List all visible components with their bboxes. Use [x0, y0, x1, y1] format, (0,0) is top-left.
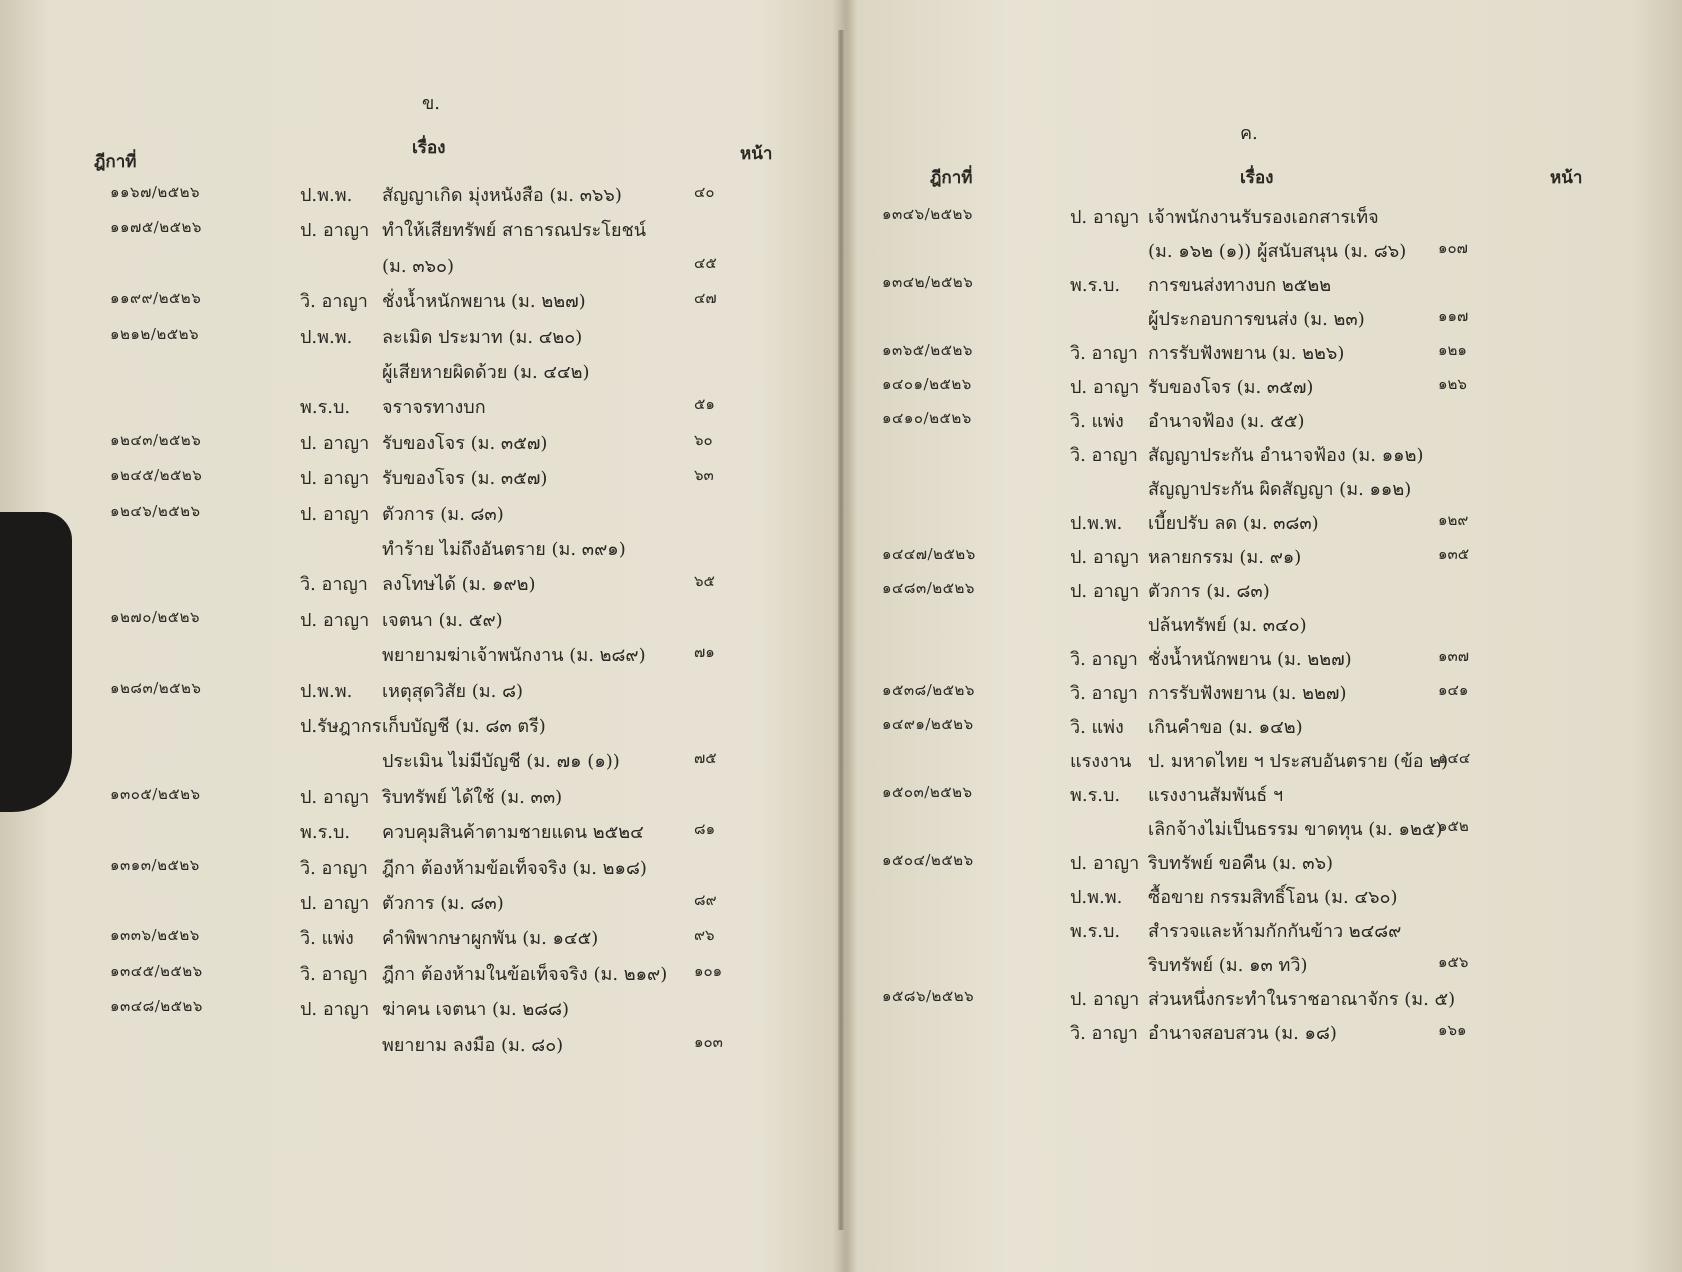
ruling-number: ๑๕๐๓/๒๕๒๖	[882, 783, 973, 801]
ruling-number: ๑๕๓๘/๒๕๒๖	[882, 681, 975, 699]
law-category: วิ. แพ่ง	[300, 928, 354, 950]
index-row	[850, 848, 1650, 880]
law-category: วิ. อาญา	[300, 963, 368, 985]
page-number: ๔๗	[694, 289, 717, 308]
subject-text: ริบทรัพย์ (ม. ๑๓ ทวิ)	[1148, 955, 1308, 976]
index-row	[22, 853, 822, 885]
page-number: ๘๑	[694, 820, 716, 839]
index-row	[22, 392, 822, 424]
ruling-number: ๑๔๑๐/๒๕๒๖	[882, 409, 972, 427]
page-number: ๑๒๖	[1438, 375, 1467, 393]
subject-text: ทำให้เสียทรัพย์ สาธารณประโยชน์	[382, 220, 647, 242]
law-category: ป.พ.พ.	[300, 185, 353, 206]
index-row	[850, 678, 1650, 710]
law-category: ป. อาญา	[300, 609, 370, 631]
law-category: ป. อาญา	[1070, 853, 1140, 874]
subject-text: ฆ่าคน เจตนา (ม. ๒๘๘)	[382, 999, 570, 1021]
index-row	[850, 950, 1650, 982]
ruling-number: ๑๒๗๐/๒๕๒๖	[110, 607, 201, 626]
index-row	[850, 542, 1650, 574]
ruling-number: ๑๒๔๕/๒๕๒๖	[110, 466, 203, 485]
law-category: ป. อาญา	[1070, 377, 1140, 398]
index-row	[850, 406, 1650, 438]
law-category: ป. อาญา	[300, 432, 370, 454]
header-ruling-no: ฎีกาที่	[930, 168, 973, 188]
index-row	[22, 463, 822, 495]
index-row	[22, 676, 822, 708]
index-row	[22, 994, 822, 1026]
index-row	[850, 780, 1650, 812]
book-spine	[838, 30, 844, 1230]
law-category: ป.พ.พ.	[1070, 513, 1123, 534]
index-row	[850, 644, 1650, 676]
subject-text: ละเมิด ประมาท (ม. ๔๒๐)	[382, 326, 583, 348]
page-number: ๘๙	[694, 891, 717, 909]
index-row	[22, 923, 822, 955]
subject-text: ตัวการ (ม. ๘๓)	[1148, 581, 1270, 602]
subject-text: ชั่งน้ำหนักพยาน (ม. ๒๒๗)	[1148, 649, 1352, 670]
index-row	[850, 474, 1650, 506]
subject-text: สัญญาประกัน ผิดสัญญา (ม. ๑๑๒)	[1148, 479, 1412, 500]
ruling-number: ๑๓๑๓/๒๕๒๖	[110, 855, 200, 874]
page-number: ๑๑๗	[1438, 307, 1469, 325]
ruling-number: ๑๔๐๑/๒๕๒๖	[882, 375, 972, 393]
subject-text: เหตุสุดวิสัย (ม. ๘)	[382, 680, 523, 702]
subject-text: สำรวจและห้ามกักกันข้าว ๒๔๘๙	[1148, 921, 1402, 942]
page-number: ๖๐	[694, 430, 713, 449]
law-category: ป. อาญา	[300, 786, 370, 808]
page-number: ๑๕๒	[1438, 817, 1469, 835]
subject-text: การรับฟังพยาน (ม. ๒๒๗)	[1148, 683, 1347, 704]
ruling-number: ๑๑๖๗/๒๕๒๖	[110, 183, 201, 201]
page-number: ๙๖	[694, 926, 715, 945]
law-category: ป. อาญา	[1070, 207, 1140, 228]
index-row	[22, 640, 822, 672]
subject-text: ฎีกา ต้องห้ามในข้อเท็จจริง (ม. ๒๑๙)	[382, 963, 668, 985]
page-number: ๑๖๑	[1438, 1021, 1467, 1039]
ruling-number: ๑๓๔๖/๒๕๒๖	[882, 205, 973, 223]
law-category: แรงงาน	[1070, 751, 1132, 772]
subject-text: พยายาม ลงมือ (ม. ๘๐)	[382, 1034, 564, 1056]
subject-text: หลายกรรม (ม. ๙๑)	[1148, 547, 1302, 568]
subject-text: จราจรทางบก	[382, 397, 486, 419]
ruling-number: ๑๓๔๘/๒๕๒๖	[110, 997, 203, 1016]
index-row	[22, 746, 822, 778]
index-row	[850, 270, 1650, 302]
ruling-number: ๑๔๔๗/๒๕๒๖	[882, 545, 976, 563]
index-row	[22, 888, 822, 920]
law-category: วิ. อาญา	[300, 857, 368, 879]
subject-text: ตัวการ (ม. ๘๓)	[382, 503, 504, 525]
law-category: พ.ร.บ.	[1070, 275, 1121, 296]
subject-text: ฎีกา ต้องห้ามข้อเท็จจริง (ม. ๒๑๘)	[382, 857, 647, 879]
law-category: พ.ร.บ.	[300, 822, 351, 844]
ruling-number: ๑๑๙๙/๒๕๒๖	[110, 289, 202, 308]
right-page	[850, 0, 1665, 1272]
law-category: ป. อาญา	[300, 999, 370, 1021]
index-row	[850, 576, 1650, 608]
subject-text: (ม. ๑๖๒ (๑)) ผู้สนับสนุน (ม. ๘๖)	[1148, 241, 1407, 262]
ruling-number: ๑๓๓๖/๒๕๒๖	[110, 926, 200, 945]
law-category: วิ. แพ่ง	[1070, 717, 1124, 738]
page-number: ๖๕	[694, 572, 715, 591]
ruling-number: ๑๓๖๕/๒๕๒๖	[882, 341, 973, 359]
index-row	[22, 1030, 822, 1062]
subject-text: ผู้เสียหายผิดด้วย (ม. ๔๔๒)	[382, 362, 590, 383]
law-category: วิ. อาญา	[1070, 1023, 1138, 1044]
index-row	[22, 251, 822, 283]
index-row	[22, 534, 822, 566]
law-category: ป. อาญา	[1070, 547, 1140, 568]
header-ruling-no: ฎีกาที่	[94, 152, 137, 172]
law-category: วิ. อาญา	[300, 574, 368, 596]
law-category: ป.พ.พ.	[1070, 887, 1123, 908]
index-row	[850, 338, 1650, 370]
subject-text: เลิกจ้างไม่เป็นธรรม ขาดทุน (ม. ๑๒๕)	[1148, 819, 1443, 840]
header-subject: เรื่อง	[412, 138, 446, 158]
subject-text: ทำร้าย ไม่ถึงอันตราย (ม. ๓๙๑)	[382, 539, 626, 560]
subject-text: ซื้อขาย กรรมสิทธิ์โอน (ม. ๔๖๐)	[1148, 887, 1398, 908]
index-row	[22, 817, 822, 849]
subject-text: เจ้าพนักงานรับรองเอกสารเท็จ	[1148, 207, 1379, 228]
index-row	[850, 814, 1650, 846]
ruling-number: ๑๒๘๓/๒๕๒๖	[110, 678, 202, 697]
ruling-number: ๑๕๘๖/๒๕๒๖	[882, 987, 975, 1005]
law-category: ป. อาญา	[300, 468, 370, 490]
page-number: ๑๔๔	[1438, 749, 1471, 767]
page-letter: ข.	[422, 93, 441, 114]
subject-text: การขนส่งทางบก ๒๕๒๒	[1148, 275, 1332, 296]
index-row	[850, 440, 1650, 472]
index-row	[850, 916, 1650, 948]
subject-text: คำพิพากษาผูกพัน (ม. ๑๔๕)	[382, 928, 599, 950]
index-row	[22, 428, 822, 460]
page-number: ๕๑	[694, 395, 715, 414]
subject-text: การรับฟังพยาน (ม. ๒๒๖)	[1148, 343, 1345, 364]
page-number: ๑๓๗	[1438, 647, 1470, 665]
index-row	[22, 215, 822, 247]
ruling-number: ๑๔๘๓/๒๕๒๖	[882, 579, 975, 597]
ruling-number: ๑๔๙๑/๒๕๒๖	[882, 715, 974, 733]
index-row	[22, 605, 822, 637]
law-category: ป.พ.พ.	[300, 326, 353, 348]
subject-text: ริบทรัพย์ ขอคืน (ม. ๓๖)	[1148, 853, 1334, 874]
page-number: ๑๐๑	[694, 961, 723, 980]
law-category: วิ. อาญา	[300, 291, 368, 313]
page-number: ๗๑	[694, 643, 715, 662]
ruling-number: ๑๒๑๒/๒๕๒๖	[110, 324, 200, 343]
subject-text: ผู้ประกอบการขนส่ง (ม. ๒๓)	[1148, 309, 1365, 330]
index-row	[850, 304, 1650, 336]
subject-text: รับของโจร (ม. ๓๕๗)	[382, 468, 548, 490]
law-category: วิ. อาญา	[1070, 649, 1138, 670]
law-category: ป. อาญา	[300, 220, 370, 242]
index-row	[22, 357, 822, 389]
page-number: ๑๔๑	[1438, 681, 1469, 699]
page-number: ๖๓	[694, 466, 714, 485]
index-row	[850, 1018, 1650, 1050]
index-row	[850, 508, 1650, 540]
subject-text: รับของโจร (ม. ๓๕๗)	[382, 432, 548, 454]
index-row	[850, 882, 1650, 914]
ruling-number: ๑๓๔๕/๒๕๒๖	[110, 961, 203, 980]
page-number: ๑๒๑	[1438, 341, 1467, 359]
law-category: วิ. อาญา	[1070, 683, 1138, 704]
ruling-number: ๑๒๔๖/๒๕๒๖	[110, 501, 201, 520]
header-page: หน้า	[1550, 168, 1583, 188]
law-category: พ.ร.บ.	[300, 397, 351, 419]
page-number: ๔๕	[694, 253, 717, 272]
ruling-number: ๑๕๐๔/๒๕๒๖	[882, 851, 974, 869]
subject-text: ส่วนหนึ่งกระทำในราชอาณาจักร (ม. ๕)	[1148, 989, 1456, 1010]
left-page	[22, 0, 837, 1272]
page-number: ๑๓๕	[1438, 545, 1470, 563]
ruling-number: ๑๓๔๒/๒๕๒๖	[882, 273, 974, 291]
law-category: วิ. อาญา	[1070, 445, 1138, 466]
ruling-number: ๑๓๐๕/๒๕๒๖	[110, 784, 201, 803]
index-row	[850, 236, 1650, 268]
ruling-number: ๑๑๗๕/๒๕๒๖	[110, 218, 202, 237]
subject-text: ชั่งน้ำหนักพยาน (ม. ๒๒๗)	[382, 291, 586, 313]
index-row	[22, 180, 822, 212]
index-row	[22, 499, 822, 531]
subject-text: ควบคุมสินค้าตามชายแดน ๒๕๒๔	[382, 822, 644, 844]
subject-text: รับของโจร (ม. ๓๕๗)	[1148, 377, 1314, 398]
index-row	[850, 202, 1650, 234]
page-number: ๔๐	[694, 183, 715, 201]
law-category: วิ. แพ่ง	[1070, 411, 1124, 432]
page-number: ๑๕๖	[1438, 953, 1469, 971]
subject-text: อำนาจฟ้อง (ม. ๕๕)	[1148, 411, 1305, 432]
law-category: ป.รัษฎากร	[300, 716, 382, 737]
subject-text: ป. มหาดไทย ฯ ประสบอันตราย (ข้อ ๒)	[1148, 751, 1449, 772]
law-category: ป. อาญา	[1070, 989, 1140, 1010]
index-row	[22, 322, 822, 354]
ruling-number: ๑๒๔๓/๒๕๒๖	[110, 430, 202, 449]
page-number: ๑๐๗	[1438, 239, 1468, 257]
header-subject: เรื่อง	[1240, 168, 1274, 188]
subject-text: เบี้ยปรับ ลด (ม. ๓๘๓)	[1148, 513, 1319, 534]
subject-text: เก็บบัญชี (ม. ๘๓ ตรี)	[382, 716, 546, 737]
header-page: หน้า	[740, 144, 773, 164]
law-category: พ.ร.บ.	[1070, 921, 1121, 942]
law-category: วิ. อาญา	[1070, 343, 1138, 364]
subject-text: อำนาจสอบสวน (ม. ๑๘)	[1148, 1023, 1337, 1044]
subject-text: สัญญาประกัน อำนาจฟ้อง (ม. ๑๑๒)	[1148, 445, 1424, 466]
law-category: ป. อาญา	[300, 893, 370, 914]
index-row	[22, 782, 822, 814]
index-row	[22, 959, 822, 991]
index-row	[850, 372, 1650, 404]
law-category: พ.ร.บ.	[1070, 785, 1121, 806]
subject-text: สัญญาเกิด มุ่งหนังสือ (ม. ๓๖๖)	[382, 185, 622, 206]
index-row	[850, 746, 1650, 778]
subject-text: ปล้นทรัพย์ (ม. ๓๔๐)	[1148, 615, 1307, 636]
index-row	[22, 286, 822, 318]
page-number: ๑๒๙	[1438, 511, 1469, 529]
subject-text: ริบทรัพย์ ได้ใช้ (ม. ๓๓)	[382, 786, 563, 808]
subject-text: แรงงานสัมพันธ์ ฯ	[1148, 785, 1284, 806]
index-row	[22, 711, 822, 743]
index-row	[850, 984, 1650, 1016]
subject-text: ลงโทษได้ (ม. ๑๙๒)	[382, 574, 536, 596]
subject-text: (ม. ๓๖๐)	[382, 255, 455, 277]
subject-text: พยายามฆ่าเจ้าพนักงาน (ม. ๒๘๙)	[382, 645, 646, 667]
law-category: ป. อาญา	[1070, 581, 1140, 602]
page-letter: ค.	[1240, 123, 1258, 144]
index-row	[22, 569, 822, 601]
law-category: ป.พ.พ.	[300, 680, 353, 702]
subject-text: เกินคำขอ (ม. ๑๔๒)	[1148, 717, 1303, 738]
page-number: ๗๕	[694, 749, 717, 768]
index-row	[850, 610, 1650, 642]
subject-text: ตัวการ (ม. ๘๓)	[382, 893, 504, 914]
subject-text: เจตนา (ม. ๕๙)	[382, 609, 503, 631]
index-row	[850, 712, 1650, 744]
subject-text: ประเมิน ไม่มีบัญชี (ม. ๗๑ (๑))	[382, 751, 620, 773]
page-number: ๑๐๓	[694, 1032, 723, 1051]
law-category: ป. อาญา	[300, 503, 370, 525]
